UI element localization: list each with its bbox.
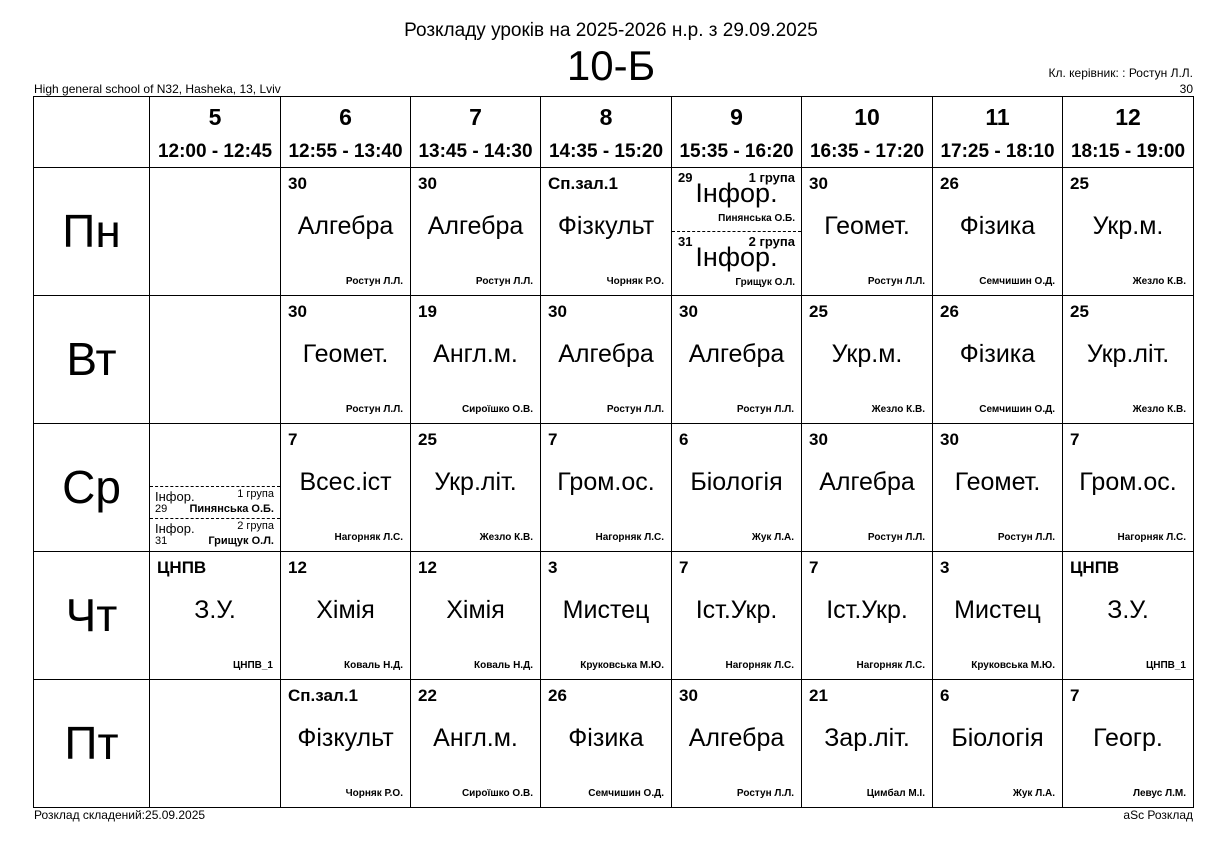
period-time: 13:45 - 14:30	[418, 141, 533, 162]
lesson-subject: Мистец	[562, 596, 650, 624]
day-row	[34, 680, 1194, 808]
class-teacher: Кл. керівник: : Ростун Л.Л.	[1048, 66, 1193, 80]
period-number: 6	[339, 104, 352, 130]
day-name: Ср	[62, 461, 121, 513]
lesson-cell	[802, 424, 933, 552]
lesson-subject: Укр.літ.	[1086, 340, 1170, 368]
timetable-title: Розкладу уроків на 2025-2026 н.р. з 29.09.2025	[404, 20, 818, 41]
lesson-cell	[150, 296, 281, 424]
lesson-cell	[933, 168, 1063, 296]
lesson-room: 7	[679, 558, 689, 577]
lesson-subject: Хімія	[316, 596, 375, 624]
lesson-teacher: Цимбал М.І.	[866, 788, 925, 799]
lesson-teacher: Пинянська О.Б.	[189, 503, 274, 515]
lesson-subject: Геомет.	[824, 212, 910, 240]
lesson-cell	[150, 680, 281, 808]
lesson-cell	[541, 424, 672, 552]
lesson-room: 25	[1070, 302, 1089, 321]
lesson-subject: Біологія	[690, 468, 783, 496]
period-number: 8	[599, 104, 613, 130]
period-time: 18:15 - 19:00	[1070, 141, 1186, 162]
period-header	[541, 97, 672, 168]
day-name: Пт	[64, 717, 119, 769]
group-lesson	[672, 232, 801, 295]
lesson-cell	[1063, 168, 1194, 296]
lesson-subject: Геомет.	[954, 468, 1041, 496]
lesson-room: 21	[809, 686, 828, 705]
class-name: 10-Б	[566, 42, 656, 89]
period-header	[802, 97, 933, 168]
lesson-subject: Англ.м.	[433, 724, 518, 752]
lesson-room: 30	[288, 174, 307, 193]
period-header	[933, 97, 1063, 168]
lesson-teacher: Чорняк Р.О.	[345, 788, 403, 799]
lesson-subject: Біологія	[951, 724, 1044, 752]
day-name: Вт	[66, 333, 117, 385]
lesson-teacher: Жезло К.В.	[1132, 404, 1186, 415]
lesson-room: 26	[548, 686, 567, 705]
period-time: 12:00 - 12:45	[157, 141, 273, 162]
lesson-room: 7	[548, 430, 558, 449]
lesson-room: 7	[809, 558, 819, 577]
lesson-group: 2 група	[748, 234, 795, 249]
lesson-subject: Укр.м.	[831, 340, 903, 368]
lesson-teacher: Грищук О.Л.	[208, 535, 274, 547]
lesson-cell	[411, 680, 541, 808]
lesson-teacher: Ростун Л.Л.	[345, 404, 403, 415]
period-header-row	[34, 97, 1194, 168]
lesson-room: 30	[809, 174, 828, 193]
lesson-teacher: Круковська М.Ю.	[580, 660, 664, 671]
lesson-subject: Геомет.	[302, 340, 389, 368]
lesson-teacher: Нагорняк Л.С.	[334, 532, 403, 543]
lesson-room: 7	[1070, 686, 1080, 705]
lesson-room: 25	[809, 302, 828, 321]
lesson-subject: З.У.	[194, 596, 236, 624]
lesson-cell	[802, 168, 933, 296]
corner-cell	[34, 97, 150, 168]
period-number: 11	[985, 104, 1010, 130]
lesson-teacher: Ростун Л.Л.	[345, 276, 403, 287]
lesson-subject: Фізика	[959, 340, 1036, 368]
lesson-subject: Укр.м.	[1092, 212, 1164, 240]
day-cell	[34, 680, 150, 808]
day-row	[34, 296, 1194, 424]
lesson-cell	[802, 296, 933, 424]
group-lesson	[672, 168, 801, 232]
lesson-teacher: ЦНПВ_1	[1145, 660, 1186, 671]
lesson-cell	[411, 168, 541, 296]
lesson-teacher: Семчишин О.Д.	[979, 276, 1055, 287]
lesson-cell	[1063, 552, 1194, 680]
lesson-cell	[933, 296, 1063, 424]
lesson-cell	[281, 424, 411, 552]
lesson-cell	[541, 680, 672, 808]
lesson-subject: Геогр.	[1093, 724, 1163, 752]
lesson-cell	[411, 424, 541, 552]
lesson-teacher: Ростун Л.Л.	[997, 532, 1055, 543]
lesson-room: 26	[940, 302, 959, 321]
lesson-teacher: Жезло К.В.	[1132, 276, 1186, 287]
day-row	[34, 552, 1194, 680]
lesson-teacher: Жук Л.А.	[1012, 788, 1055, 799]
period-number: 9	[730, 104, 743, 130]
lesson-cell	[672, 168, 802, 296]
lesson-cell	[933, 680, 1063, 808]
lesson-cell	[672, 680, 802, 808]
period-header	[411, 97, 541, 168]
lesson-room: 25	[418, 430, 437, 449]
lesson-subject: Іст.Укр.	[826, 596, 908, 624]
lesson-cell	[672, 296, 802, 424]
day-name: Пн	[62, 205, 121, 257]
lesson-teacher: Круковська М.Ю.	[971, 660, 1055, 671]
lesson-subject: Хімія	[446, 596, 505, 624]
lesson-teacher: Жезло К.В.	[871, 404, 925, 415]
group-lesson	[150, 486, 280, 518]
lesson-room: 31	[155, 535, 168, 547]
lesson-room: 19	[418, 302, 437, 321]
lesson-cell	[541, 168, 672, 296]
lesson-subject: Фізкульт	[297, 724, 394, 752]
lesson-subject: Зар.літ.	[824, 724, 910, 752]
lesson-teacher: Нагорняк Л.С.	[1117, 532, 1186, 543]
lesson-teacher: Грищук О.Л.	[735, 277, 795, 288]
lesson-room: ЦНПВ	[1070, 558, 1120, 577]
lesson-cell	[541, 296, 672, 424]
period-number: 7	[469, 104, 482, 130]
lesson-subject: Інфор.	[695, 242, 778, 272]
lesson-cell	[281, 552, 411, 680]
day-row	[34, 168, 1194, 296]
lesson-room: 12	[418, 558, 437, 577]
lesson-teacher: Чорняк Р.О.	[606, 276, 664, 287]
period-number: 5	[208, 104, 222, 130]
period-time: 14:35 - 15:20	[548, 141, 664, 162]
lesson-teacher: Коваль Н.Д.	[344, 660, 403, 671]
day-cell	[34, 424, 150, 552]
period-header	[1063, 97, 1194, 168]
lesson-subject: Всес.іст	[299, 468, 392, 496]
lesson-cell	[933, 424, 1063, 552]
lesson-subject: Фізкульт	[557, 212, 655, 240]
lesson-teacher: Жезло К.В.	[479, 532, 533, 543]
lesson-teacher: Ростун Л.Л.	[736, 404, 794, 415]
lesson-room: Сп.зал.1	[548, 174, 618, 193]
lesson-subject: Фізика	[568, 724, 644, 752]
lesson-room: 12	[288, 558, 307, 577]
lesson-subject: Алгебра	[427, 212, 524, 240]
lesson-room: 30	[940, 430, 959, 449]
lesson-teacher: Пинянська О.Б.	[718, 213, 795, 224]
day-cell	[34, 168, 150, 296]
lesson-subject: Алгебра	[297, 212, 394, 240]
school-name: High general school of N32, Hasheka, 13, Lviv	[34, 82, 281, 96]
lesson-subject: Гром.ос.	[557, 468, 655, 496]
lesson-subject: Алгебра	[558, 340, 654, 368]
lesson-room: 3	[548, 558, 558, 577]
period-header	[672, 97, 802, 168]
period-number: 10	[854, 104, 880, 130]
lesson-room: 30	[418, 174, 437, 193]
lesson-teacher: Сироїшко О.В.	[461, 404, 533, 415]
lesson-cell	[933, 552, 1063, 680]
lesson-room: 31	[678, 234, 693, 249]
lesson-cell	[150, 168, 281, 296]
lesson-teacher: ЦНПВ_1	[232, 660, 273, 671]
lesson-teacher: Ростун Л.Л.	[475, 276, 533, 287]
lesson-room: 30	[288, 302, 307, 321]
lesson-room: 6	[940, 686, 950, 705]
lesson-subject: Укр.літ.	[434, 468, 517, 496]
lesson-cell	[541, 552, 672, 680]
group-lesson	[150, 518, 280, 550]
lesson-room: 30	[809, 430, 828, 449]
lesson-subject: Інфор.	[155, 521, 195, 536]
lesson-teacher: Жук Л.А.	[751, 532, 794, 543]
lesson-room: ЦНПВ	[157, 558, 207, 577]
lesson-cell	[672, 424, 802, 552]
lesson-room: 7	[288, 430, 298, 449]
lesson-room: Сп.зал.1	[288, 686, 358, 705]
period-time: 16:35 - 17:20	[809, 141, 925, 162]
period-time: 12:55 - 13:40	[288, 141, 403, 162]
lesson-room: 25	[1070, 174, 1089, 193]
period-number: 12	[1115, 104, 1141, 130]
home-room: 30	[1179, 82, 1193, 96]
lesson-room: 26	[940, 174, 959, 193]
lesson-subject: Інфор.	[155, 489, 195, 504]
lesson-subject: Англ.м.	[433, 340, 518, 368]
lesson-room: 22	[418, 686, 437, 705]
created-date: Розклад складений:25.09.2025	[34, 808, 206, 822]
lesson-subject: Мистец	[954, 596, 1041, 624]
lesson-subject: Фізика	[959, 212, 1036, 240]
lesson-room: 30	[679, 302, 698, 321]
lesson-teacher: Сироїшко О.В.	[461, 788, 533, 799]
lesson-teacher: Нагорняк Л.С.	[725, 660, 794, 671]
lesson-subject: Алгебра	[688, 340, 785, 368]
day-name: Чт	[65, 589, 118, 641]
lesson-group: 1 група	[748, 170, 795, 185]
lesson-cell	[1063, 424, 1194, 552]
lesson-teacher: Ростун Л.Л.	[867, 276, 925, 287]
lesson-teacher: Коваль Н.Д.	[474, 660, 533, 671]
lesson-cell	[411, 552, 541, 680]
lesson-teacher: Ростун Л.Л.	[606, 404, 664, 415]
lesson-teacher: Нагорняк Л.С.	[856, 660, 925, 671]
lesson-teacher: Ростун Л.Л.	[867, 532, 925, 543]
day-cell	[34, 552, 150, 680]
period-time: 17:25 - 18:10	[940, 141, 1055, 162]
lesson-subject: З.У.	[1107, 596, 1149, 624]
lesson-room: 30	[548, 302, 567, 321]
period-time: 15:35 - 16:20	[679, 141, 794, 162]
lesson-teacher: Семчишин О.Д.	[979, 404, 1055, 415]
lesson-subject: Іст.Укр.	[695, 596, 778, 624]
lesson-cell	[411, 296, 541, 424]
software-name: aSc Розклад	[1123, 808, 1193, 822]
period-header	[281, 97, 411, 168]
lesson-cell	[1063, 296, 1194, 424]
lesson-room: 3	[940, 558, 950, 577]
lesson-teacher: Левус Л.М.	[1132, 788, 1186, 799]
lesson-teacher: Нагорняк Л.С.	[595, 532, 664, 543]
lesson-cell	[281, 680, 411, 808]
day-row	[34, 424, 1194, 552]
lesson-room: 7	[1070, 430, 1080, 449]
lesson-subject: Алгебра	[819, 468, 915, 496]
day-cell	[34, 296, 150, 424]
lesson-teacher: Семчишин О.Д.	[588, 788, 664, 799]
lesson-cell	[281, 296, 411, 424]
lesson-cell	[281, 168, 411, 296]
lesson-subject: Алгебра	[688, 724, 785, 752]
lesson-room: 29	[155, 503, 168, 515]
lesson-cell	[802, 680, 933, 808]
lesson-cell	[672, 552, 802, 680]
period-header	[150, 97, 281, 168]
lesson-cell	[150, 552, 281, 680]
lesson-room: 6	[679, 430, 689, 449]
lesson-cell	[802, 552, 933, 680]
lesson-room: 29	[678, 170, 693, 185]
lesson-room: 30	[679, 686, 698, 705]
lesson-group: 2 група	[237, 520, 274, 532]
lesson-group: 1 група	[237, 488, 274, 500]
lesson-cell	[150, 424, 281, 552]
lesson-teacher: Ростун Л.Л.	[736, 788, 794, 799]
lesson-subject: Інфор.	[695, 178, 778, 208]
lesson-cell	[1063, 680, 1194, 808]
timetable-grid	[33, 96, 1194, 808]
lesson-subject: Гром.ос.	[1079, 468, 1177, 496]
